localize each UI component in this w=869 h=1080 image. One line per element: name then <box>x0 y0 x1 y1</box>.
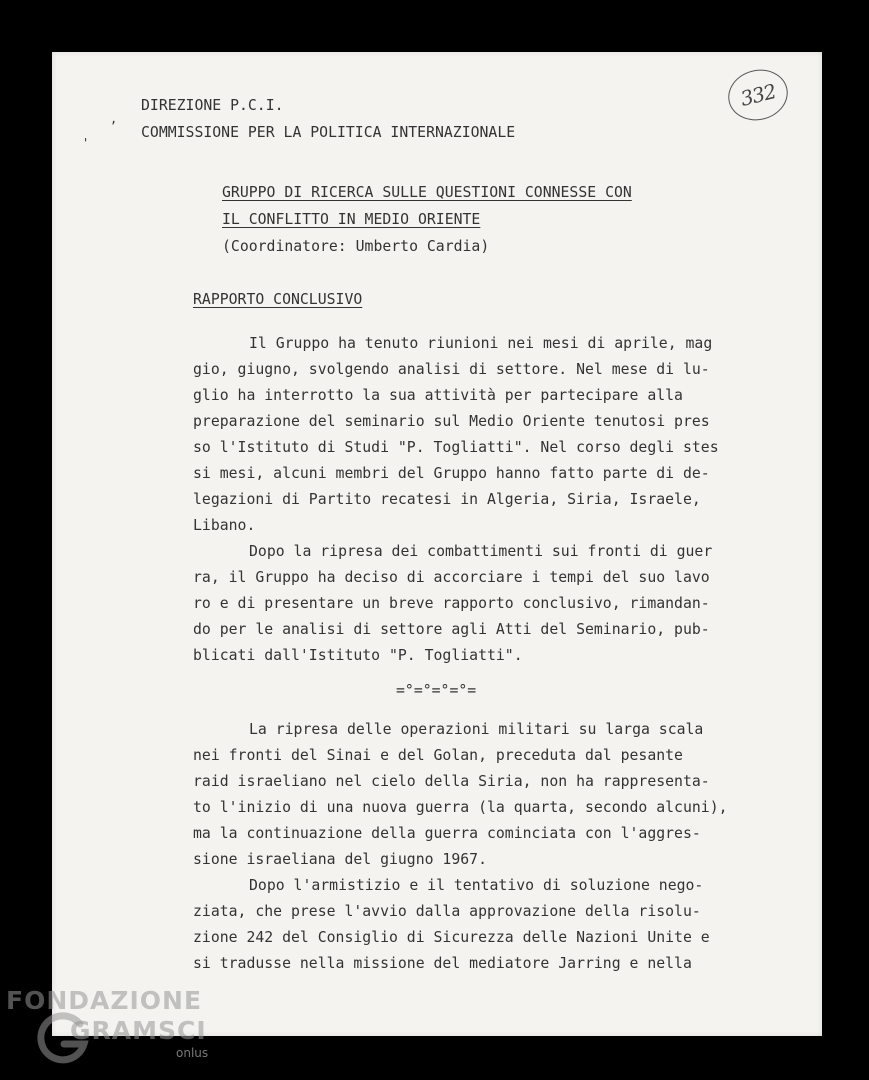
paragraph-3-line-3: raid israeliano nel cielo della Siria, non ha rappresenta- <box>193 773 710 790</box>
watermark-suffix: onlus <box>176 1046 209 1060</box>
fondazione-gramsci-watermark <box>0 980 230 1080</box>
document-page <box>52 52 822 1036</box>
section-heading: RAPPORTO CONCLUSIVO <box>193 291 363 308</box>
watermark-line-1: FONDAZIONE <box>6 986 203 1015</box>
paragraph-2-line-3: ro e di presentare un breve rapporto conclusivo, rimandan- <box>193 595 710 612</box>
org-line-2: COMMISSIONE PER LA POLITICA INTERNAZIONALE <box>141 124 516 141</box>
paragraph-4-line-1: Dopo l'armistizio e il tentativo di soluzione nego- <box>249 877 704 894</box>
paragraph-2-line-5: blicati dall'Istituto "P. Togliatti". <box>193 647 523 664</box>
title-line-1: GRUPPO DI RICERCA SULLE QUESTIONI CONNESSE CON <box>222 184 632 201</box>
page-number: 332 <box>738 79 778 111</box>
org-line-1: DIREZIONE P.C.I. <box>141 97 284 114</box>
paragraph-4-line-3: zione 242 del Consiglio di Sicurezza delle Nazioni Unite e <box>193 929 710 946</box>
paragraph-4-line-4: si tradusse nella missione del mediatore Jarring e nella <box>193 955 692 972</box>
coordinator-line: (Coordinatore: Umberto Cardia) <box>222 238 490 255</box>
paragraph-3-line-6: sione israeliana del giugno 1967. <box>193 851 487 868</box>
paragraph-1-line-5: so l'Istituto di Studi "P. Togliatti". Nel corso degli stes <box>193 439 719 456</box>
paragraph-2-line-4: do per le analisi di settore agli Atti del Seminario, pub- <box>193 621 710 638</box>
section-separator: =°=°=°=°= <box>396 682 477 699</box>
paragraph-3-line-5: ma la continuazione della guerra cominciata con l'aggres- <box>193 825 701 842</box>
typed-text <box>52 52 822 1036</box>
paragraph-3-line-4: to l'inizio di una nuova guerra (la quarta, secondo alcuni), <box>193 799 728 816</box>
punch-mark-icon: ' <box>82 136 90 150</box>
paragraph-3-line-2: nei fronti del Sinai e del Golan, preceduta dal pesante <box>193 747 683 764</box>
watermark-line-2: GRAMSCI <box>70 1016 207 1045</box>
paragraph-1-line-8: Libano. <box>193 517 256 534</box>
paragraph-1-line-1: Il Gruppo ha tenuto riunioni nei mesi di aprile, mag <box>249 335 713 352</box>
paragraph-1-line-2: gio, giugno, svolgendo analisi di settore. Nel mese di lu- <box>193 361 710 378</box>
paragraph-4-line-2: ziata, che prese l'avvio dalla approvazione della risolu- <box>193 903 701 920</box>
paragraph-1-line-7: legazioni di Partito recatesi in Algeria, Siria, Israele, <box>193 491 701 508</box>
paragraph-1-line-6: si mesi, alcuni membri del Gruppo hanno fatto parte di de- <box>193 465 710 482</box>
paragraph-3-line-1: La ripresa delle operazioni militari su larga scala <box>249 721 704 738</box>
paragraph-1-line-4: preparazione del seminario sul Medio Oriente tenutosi pres <box>193 413 710 430</box>
paragraph-1-line-3: glio ha interrotto la sua attività per partecipare alla <box>193 387 683 404</box>
paragraph-2-line-2: ra, il Gruppo ha deciso di accorciare i tempi del suo lavo <box>193 569 710 586</box>
title-line-2: IL CONFLITTO IN MEDIO ORIENTE <box>222 211 481 228</box>
paragraph-2-line-1: Dopo la ripresa dei combattimenti sui fronti di guer <box>249 543 713 560</box>
punch-mark-icon: , <box>110 112 118 126</box>
